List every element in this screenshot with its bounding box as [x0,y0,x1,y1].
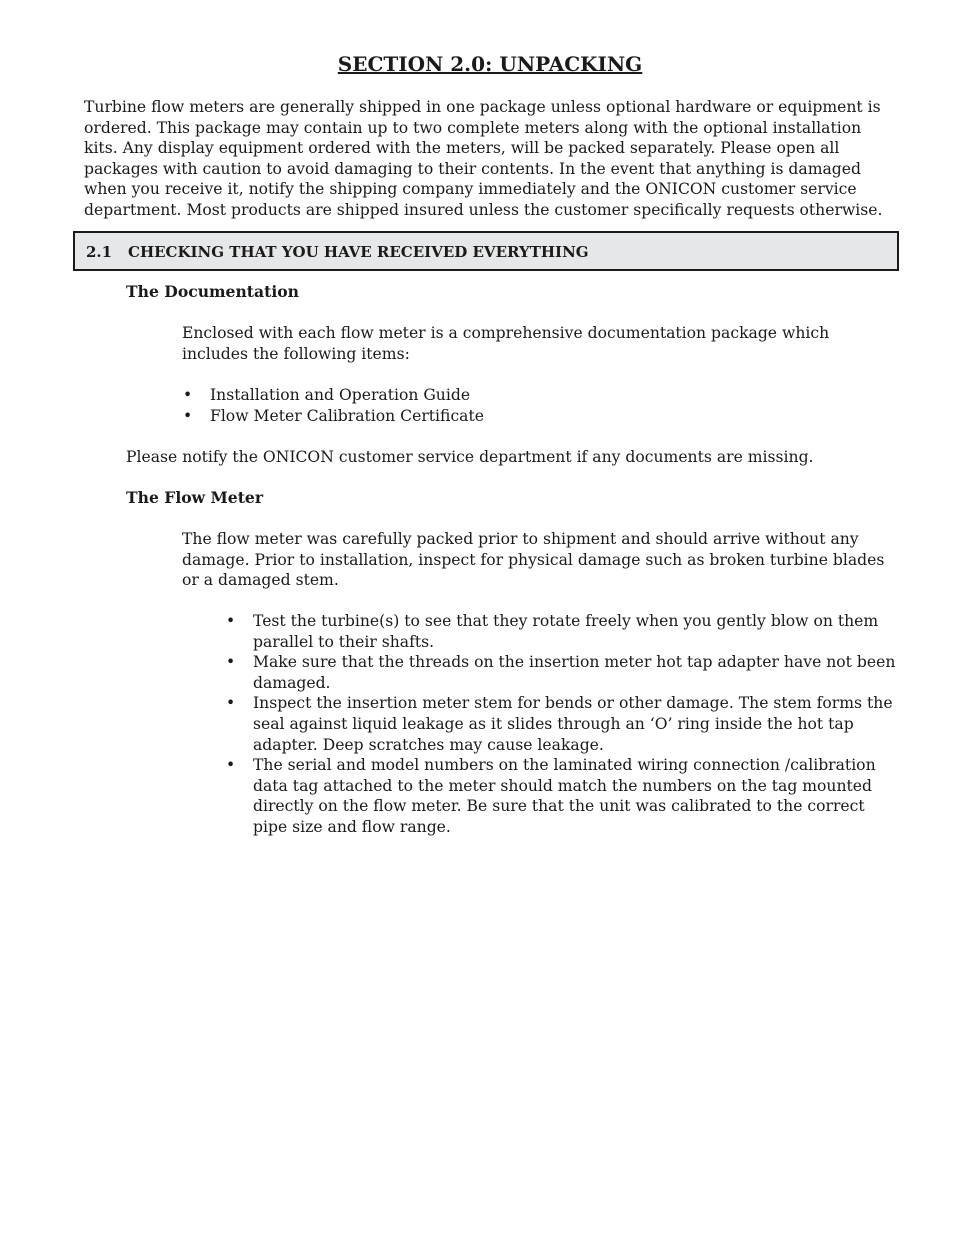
bullet-icon: • [226,653,236,672]
list-item-text: Installation and Operation Guide [210,386,471,404]
flow-meter-checklist [226,611,896,838]
list-item [183,406,850,427]
intro-paragraph: Turbine flow meters are generally shipped in one package unless optional hardware or equipment is ordered. This package may contain up to two complete meters along with the optional installation kits. Any display equipment ordered with the meters, will be packed separately. Please open all packages with caution to avoid damaging to their contents. In the event that anything is damaged when you receive it, notify the shipping company immediately and the ONICON customer service department. Most products are shipped insured unless the customer specifically requests otherwise. [84,98,883,219]
bullet-icon: • [183,406,193,425]
bullet-icon: • [183,386,193,404]
list-item-text: Make sure that the threads on the insertion meter hot tap adapter have not been damaged. [253,653,896,692]
list-item-text: The serial and model numbers on the laminated wiring connection /calibration data tag attached to the meter should match the numbers on the tag mounted directly on the flow meter. Be sure that the unit was calibrated to the correct pipe size and flow range. [253,756,876,836]
subsection-number: 2.1 [86,243,113,261]
documentation-paragraph: Enclosed with each flow meter is a comprehensive documentation package which includes the following items: [182,324,830,363]
list-item [183,385,850,406]
documentation-note: Please notify the ONICON customer service department if any documents are missing. [126,448,814,466]
list-item [226,755,896,837]
list-item [226,652,896,693]
list-item-text: Test the turbine(s) to see that they rotate freely when you gently blow on them parallel to their shafts. [253,612,879,651]
bullet-icon: • [226,756,236,775]
list-item [226,693,896,755]
bullet-icon: • [226,694,236,713]
subsection-header [73,231,899,271]
list-item-text: Flow Meter Calibration Certificate [210,406,484,425]
bullet-icon: • [226,612,236,630]
list-item-text: Inspect the insertion meter stem for bends or other damage. The stem forms the seal against liquid leakage as it slides through an ‘O’ ring inside the hot tap adapter. Deep scratches may cause leakage. [253,694,893,754]
subsection-title: CHECKING THAT YOU HAVE RECEIVED EVERYTHING [128,243,589,261]
documentation-list [183,385,850,426]
documentation-heading: The Documentation [126,282,299,301]
list-item [226,611,896,652]
flow-meter-paragraph: The flow meter was carefully packed prior to shipment and should arrive without any damage. Prior to installation, inspect for physical damage such as broken turbine blades or a damaged stem. [182,530,885,590]
flow-meter-heading: The Flow Meter [126,488,264,507]
section-title: SECTION 2.0: UNPACKING [337,52,643,76]
